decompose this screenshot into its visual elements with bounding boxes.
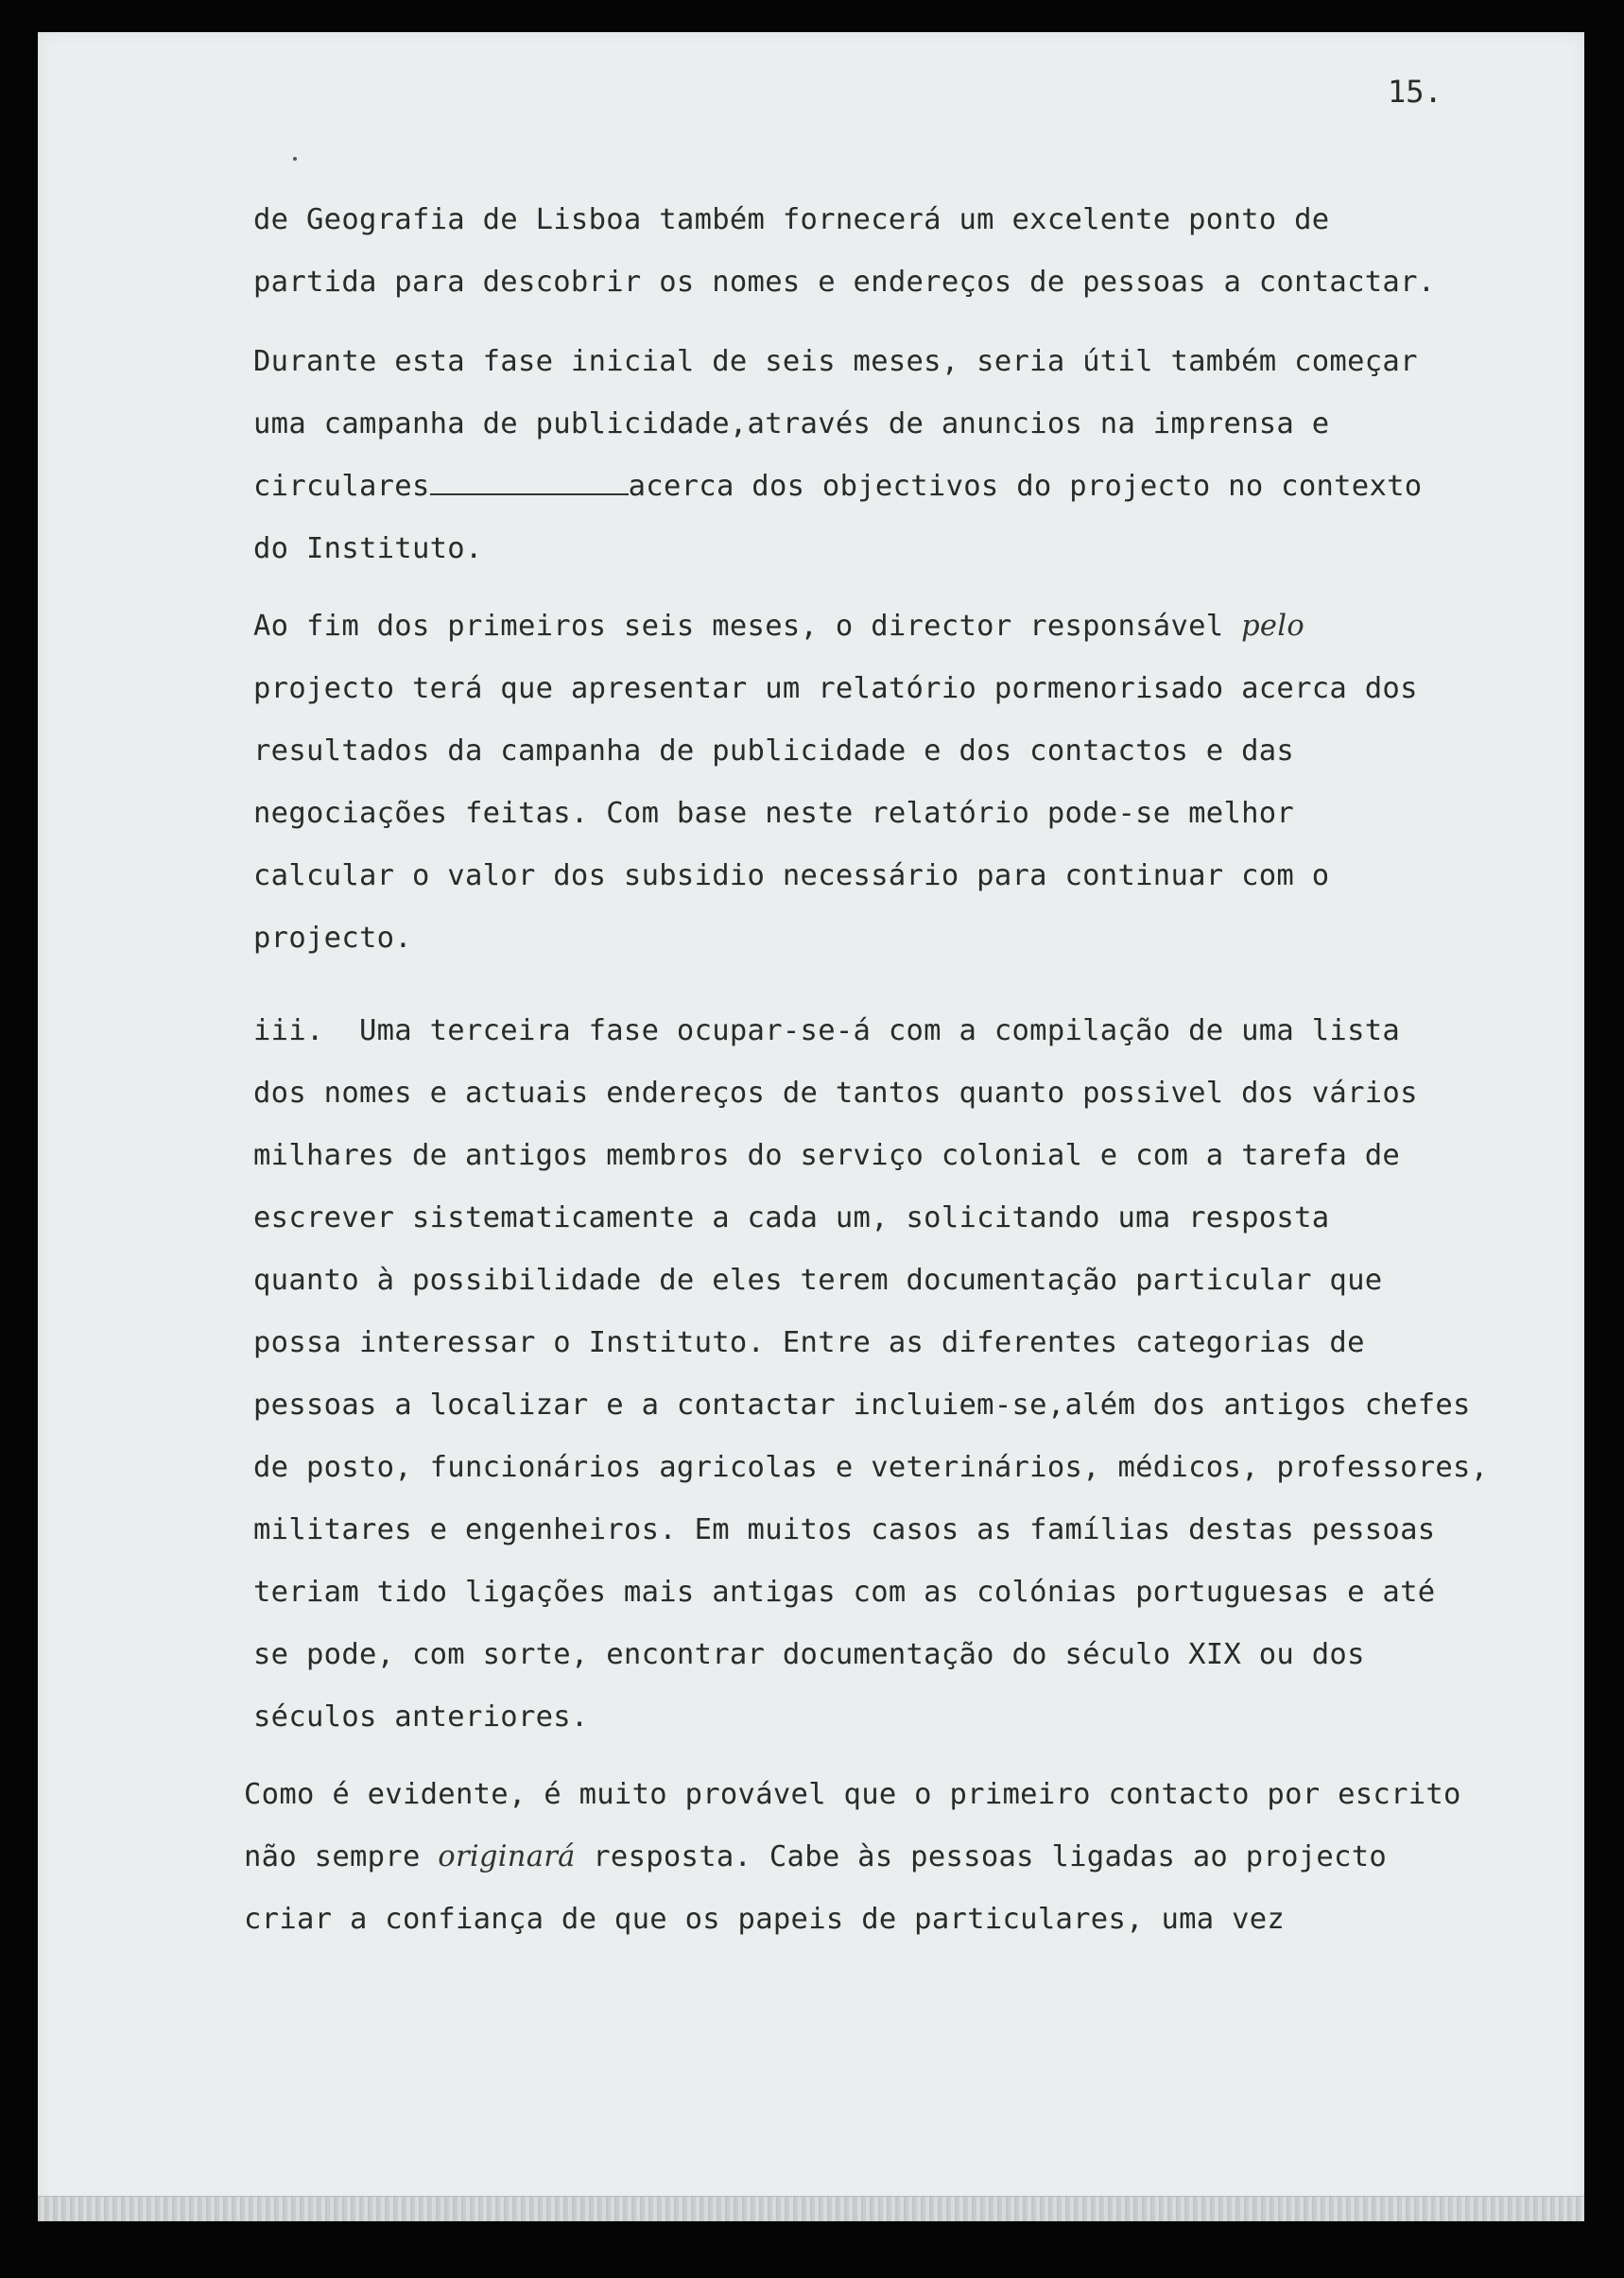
page-number: 15. xyxy=(1388,74,1443,110)
text-line: uma campanha de publicidade,através de anuncios na imprensa e xyxy=(253,407,1330,440)
text-line: dos nomes e actuais endereços de tantos quanto possivel dos vários xyxy=(253,1077,1418,1110)
text-line: criar a confiança de que os papeis de particulares, uma vez xyxy=(244,1903,1286,1936)
text-line: partida para descobrir os nomes e endereços de pessoas a contactar. xyxy=(253,266,1436,299)
handwritten-correction: originará xyxy=(438,1840,576,1873)
text-line xyxy=(253,610,1305,643)
text-line: resultados da campanha de publicidade e dos contactos e das xyxy=(253,734,1295,768)
line-end: acerca dos objectivos do projecto no contexto xyxy=(628,470,1423,503)
line-start: não sempre xyxy=(244,1840,439,1873)
text-line: do Instituto. xyxy=(253,532,483,565)
text-line: se pode, com sorte, encontrar documentação do século XIX ou dos xyxy=(253,1638,1365,1671)
text-line: Como é evidente, é muito provável que o primeiro contacto por escrito xyxy=(244,1778,1461,1811)
handwritten-correction: pelo xyxy=(1241,610,1305,643)
text-line: teriam tido ligações mais antigas com as colónias portuguesas e até xyxy=(253,1576,1436,1609)
line-start: Ao fim dos primeiros seis meses, o director responsável xyxy=(253,610,1242,643)
text-line xyxy=(244,1840,1388,1873)
text-line: possa interessar o Instituto. Entre as diferentes categorias de xyxy=(253,1326,1365,1359)
text-line: Durante esta fase inicial de seis meses, seria útil também começar xyxy=(253,345,1418,378)
text-line: pessoas a localizar e a contactar incluiem-se,além dos antigos chefes xyxy=(253,1389,1471,1422)
text-line: quanto à possibilidade de eles terem documentação particular que xyxy=(253,1264,1383,1297)
document-page xyxy=(38,32,1584,2221)
text-line: séculos anteriores. xyxy=(253,1700,589,1734)
text-line xyxy=(253,470,1423,503)
text-line: projecto. xyxy=(253,922,412,955)
text-line: milhares de antigos membros do serviço colonial e com a tarefa de xyxy=(253,1139,1401,1172)
text-line: calcular o valor dos subsidio necessário para continuar com o xyxy=(253,859,1330,892)
text-line: escrever sistematicamente a cada um, solicitando uma resposta xyxy=(253,1201,1330,1234)
text-line: iii. Uma terceira fase ocupar-se-á com a compilação de uma lista xyxy=(253,1014,1401,1047)
typed-blank-line xyxy=(430,492,629,495)
line-start: circulares xyxy=(253,470,430,503)
line-end: resposta. Cabe às pessoas ligadas ao projecto xyxy=(575,1840,1388,1873)
text-line: de posto, funcionários agricolas e veterinários, médicos, professores, xyxy=(253,1451,1489,1484)
scan-edge-strip xyxy=(38,2196,1584,2221)
text-line: negociações feitas. Com base neste relatório pode-se melhor xyxy=(253,797,1295,830)
body-text xyxy=(38,32,1584,2221)
text-line: de Geografia de Lisboa também fornecerá um excelente ponto de xyxy=(253,203,1330,236)
text-line: projecto terá que apresentar um relatório pormenorisado acerca dos xyxy=(253,672,1418,705)
text-line: militares e engenheiros. Em muitos casos as famílias destas pessoas xyxy=(253,1513,1436,1546)
